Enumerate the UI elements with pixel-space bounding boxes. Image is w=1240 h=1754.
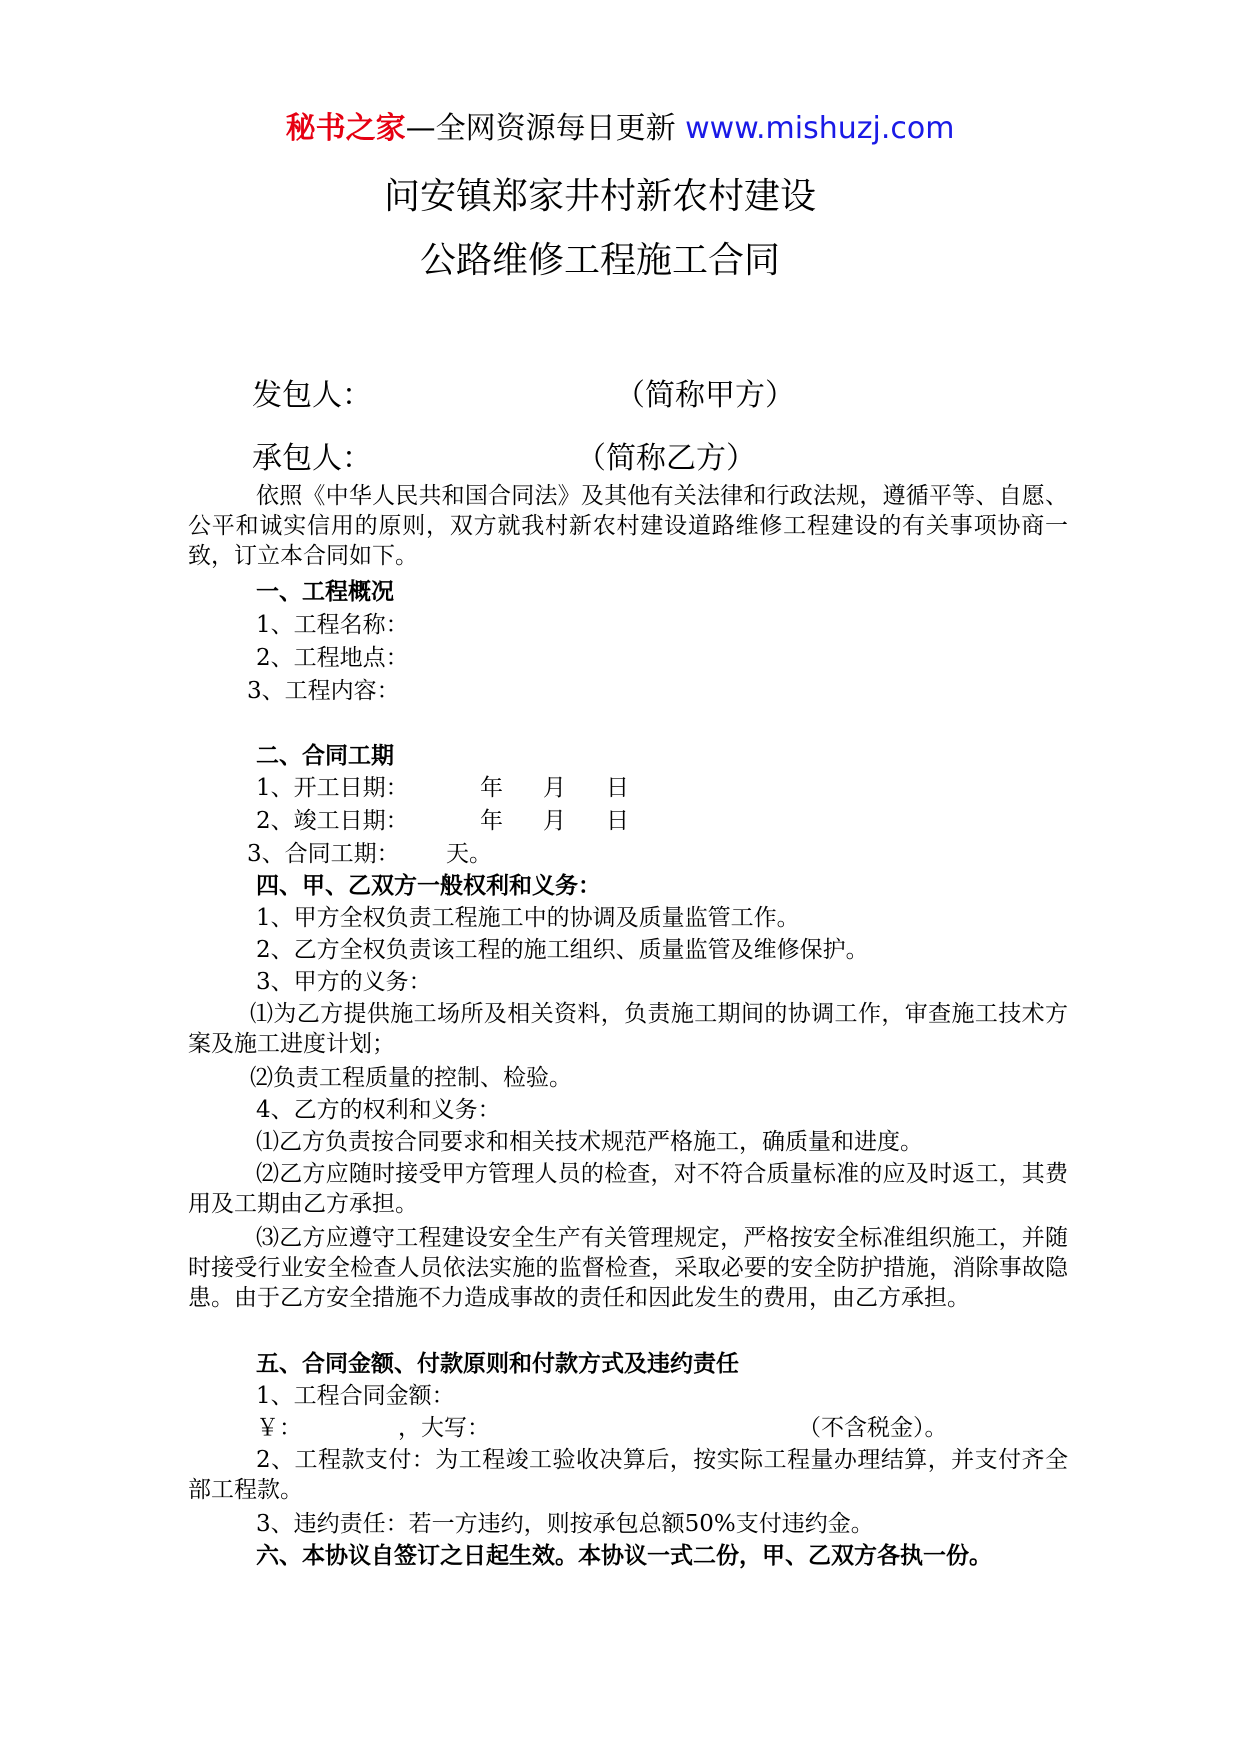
section5-item1: 1、工程合同金额： — [256, 1383, 455, 1409]
start-date-day: 日 — [606, 775, 629, 801]
intro-paragraph: 依照《中华人民共和国合同法》及其他有关法律和行政法规，遵循平等、自愿、公平和诚实信用的原则，双方就我村新农村建设道路维修工程建设的有关事项协商一致，订立本合同如下。 — [188, 483, 1068, 569]
start-date-year: 年 — [480, 775, 503, 801]
document-title-line2: 公路维修工程施工合同 — [419, 240, 780, 281]
section4-heading: 四、甲、乙双方一般权利和义务： — [256, 873, 601, 899]
contract-amount-capitalized: ，大写： — [398, 1415, 490, 1441]
section4-item3-clause2: ⑵负责工程质量的控制、检验。 — [250, 1065, 572, 1091]
duration-label: 3、合同工期： — [247, 841, 400, 867]
contractor-label: 承包人： — [252, 441, 372, 476]
document-title-line1: 问安镇郑家井村新农村建设 — [383, 176, 816, 217]
section1-heading: 一、工程概况 — [256, 579, 394, 605]
section4-item4: 4、乙方的权利和义务： — [256, 1097, 501, 1123]
section4-item3-clause1: ⑴为乙方提供施工场所及相关资料，负责施工期间的协调工作，审查施工技术方案及施工进度计划； — [188, 1001, 1068, 1057]
section5-heading: 五、合同金额、付款原则和付款方式及违约责任 — [256, 1351, 739, 1377]
start-date-month: 月 — [543, 775, 566, 801]
end-date-label: 2、竣工日期： — [256, 808, 409, 834]
end-date-month: 月 — [543, 808, 566, 834]
brand-name: 秘书之家 — [285, 111, 406, 146]
section4-item3: 3、甲方的义务： — [256, 969, 432, 995]
site-url-link[interactable]: www.mishuzj.com — [685, 111, 955, 146]
section5-item3: 3、违约责任：若一方违约，则按承包总额50%支付违约金。 — [256, 1511, 874, 1537]
tax-excluded-note: （不含税金）。 — [798, 1415, 948, 1441]
section5-item2: 2、工程款支付：为工程竣工验收决算后，按实际工程量办理结算，并支付齐全部工程款。 — [188, 1447, 1068, 1503]
employer-abbreviation: （简称甲方） — [615, 378, 795, 413]
project-location-field: 2、工程地点： — [256, 645, 409, 671]
section6-effective-clause: 六、本协议自签订之日起生效。本协议一式二份，甲、乙双方各执一份。 — [256, 1543, 992, 1569]
project-name-field: 1、工程名称： — [256, 612, 409, 638]
section4-item2: 2、乙方全权负责该工程的施工组织、质量监管及维修保护。 — [256, 937, 869, 963]
section4-item1: 1、甲方全权负责工程施工中的协调及质量监管工作。 — [256, 905, 800, 931]
project-content-field: 3、工程内容： — [247, 678, 400, 704]
section4-item4-clause2: ⑵乙方应随时接受甲方管理人员的检查，对不符合质量标准的应及时返工，其费用及工期由乙方承担。 — [188, 1161, 1068, 1217]
employer-label: 发包人： — [252, 378, 372, 413]
end-date-day: 日 — [606, 808, 629, 834]
section2-heading: 二、合同工期 — [256, 743, 394, 769]
contractor-abbreviation: （简称乙方） — [576, 441, 756, 476]
start-date-label: 1、开工日期： — [256, 775, 409, 801]
end-date-year: 年 — [480, 808, 503, 834]
duration-unit: 天。 — [446, 841, 492, 867]
header-tagline: —全网资源每日更新 — [405, 111, 676, 146]
site-header — [0, 103, 1240, 147]
section4-item4-clause1: ⑴乙方负责按合同要求和相关技术规范严格施工，确质量和进度。 — [256, 1129, 923, 1155]
section4-item4-clause3: ⑶乙方应遵守工程建设安全生产有关管理规定，严格按安全标准组织施工，并随时接受行业安全检查人员依法实施的监督检查，采取必要的安全防护措施，消除事故隐患。由于乙方安全措施不力造成事故的责任和因此发生的费用，由乙方承担。 — [188, 1225, 1068, 1311]
contract-amount-yen: ￥： — [256, 1415, 302, 1441]
